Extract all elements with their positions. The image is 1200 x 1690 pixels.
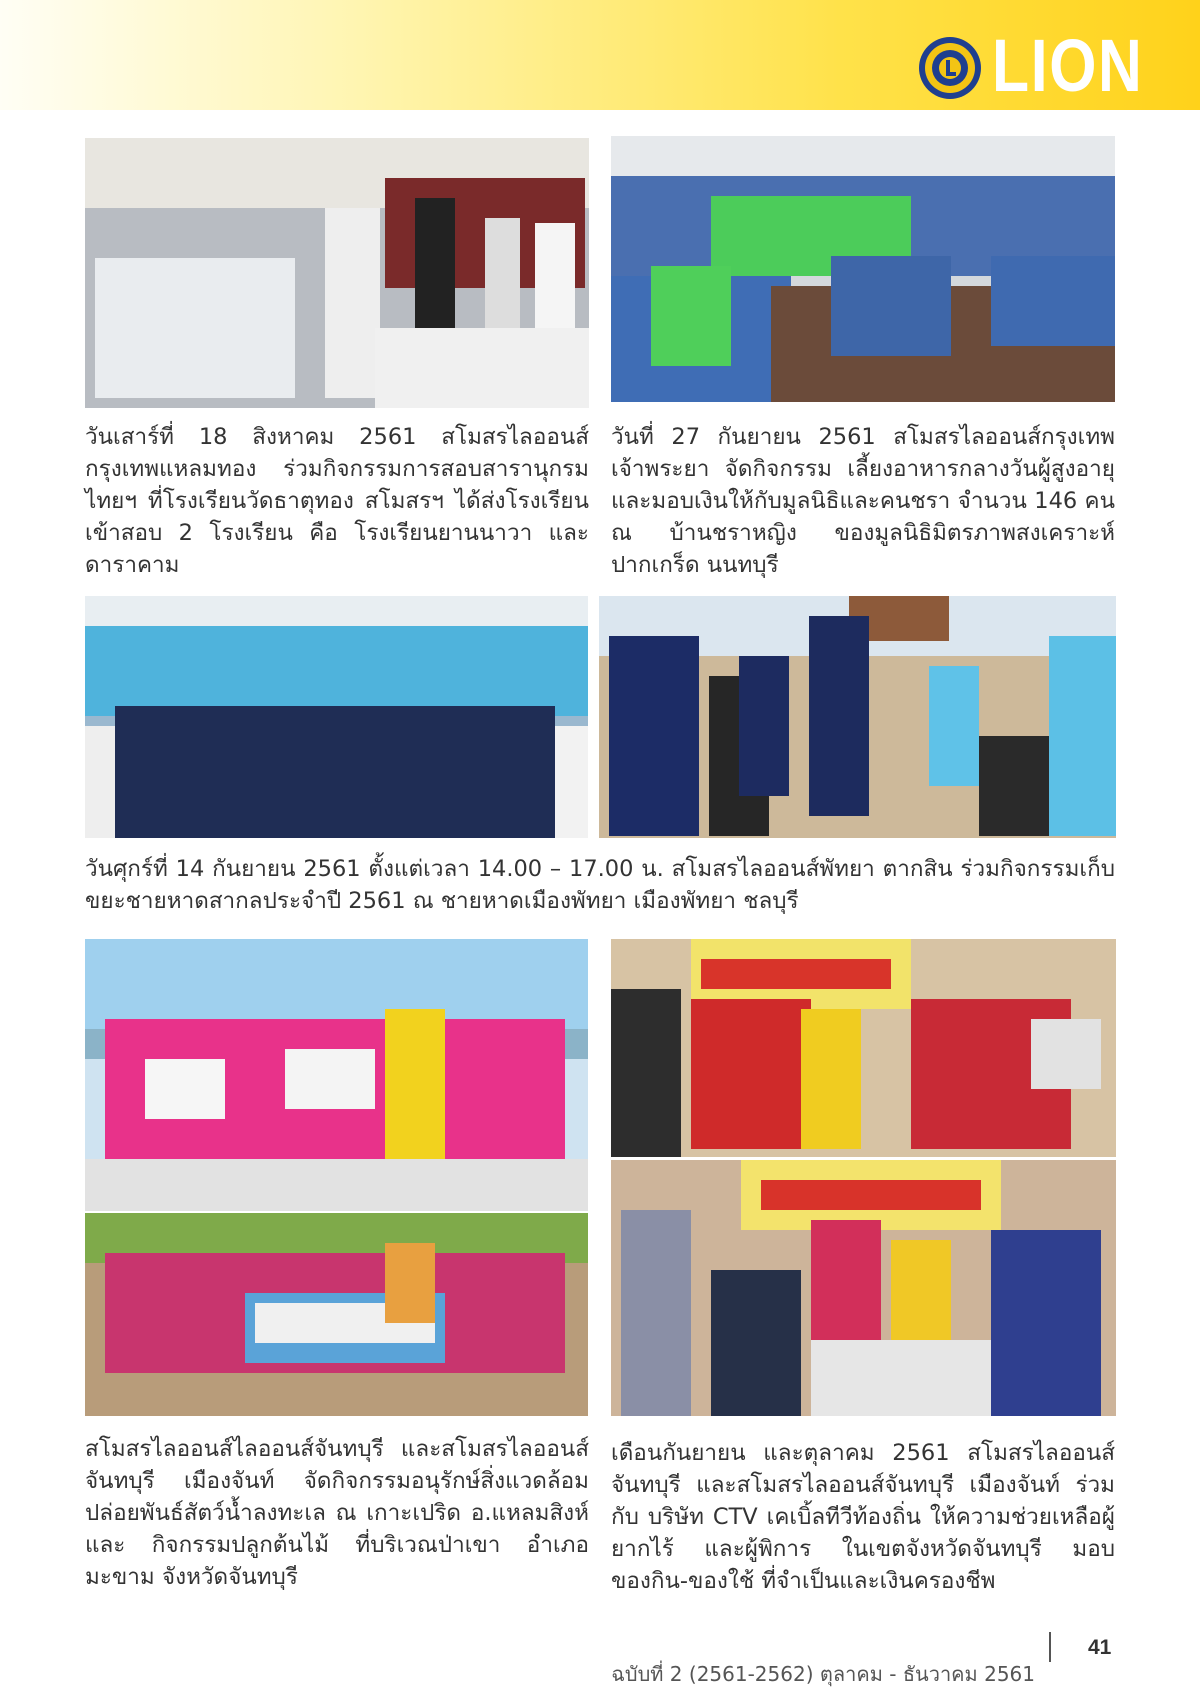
footer-divider — [1049, 1632, 1051, 1662]
page-number: 41 — [1088, 1636, 1112, 1659]
photo-fish-release — [85, 939, 588, 1211]
issue-info: ฉบับที่ 2 (2561-2562) ตุลาคม - ธันวาคม 2561 — [611, 1662, 1035, 1686]
photo-tree-planting — [85, 1213, 588, 1416]
photo-elderly-lunch — [611, 136, 1115, 402]
photo-donation-1 — [611, 939, 1116, 1157]
caption-school-exam: วันเสาร์ที่ 18 สิงหาคม 2561 สโมสรไลออนส์กรุงเทพแหลมทอง ร่วมกิจกรรมการสอบสารานุกรมไทยฯ ที่โรงเรียนวัดธาตุทอง สโมสรฯ ได้ส่งโรงเรียนเข้าสอบ 2 โรงเรียน คือ โรงเรียนยานนาวา และดาราคาม — [85, 424, 589, 578]
photo-donation-2 — [611, 1160, 1116, 1416]
brand-logo-text: LION — [992, 24, 1144, 107]
photo-beach-cleanup — [599, 596, 1116, 838]
caption-environment: สโมสรไลออนส์ไลออนส์จันทบุรี และสโมสรไลออนส์จันทบุรี เมืองจันท์ จัดกิจกรรมอนุรักษ์สิ่งแวดล้อม ปล่อยพันธ์สัตว์น้ำลงทะเล ณ เกาะเปริด อ.แหลมสิงห์ และ กิจกรรมปลูกต้นไม้ ที่บริเวณป่าเขา อำเภอมะขาม จังหวัดจันทบุรี — [85, 1436, 589, 1590]
page-header — [0, 0, 1200, 110]
photo-beach-group — [85, 596, 588, 838]
caption-elderly-lunch: วันที่ 27 กันยายน 2561 สโมสรไลออนส์กรุงเทพเจ้าพระยา จัดกิจกรรม เลี้ยงอาหารกลางวันผู้สูงอายุและมอบเงินให้กับมูลนิธิและคนชรา จำนวน 146 คน ณ บ้านชราหญิง ของมูลนิธิมิตรภาพสงเคราะห์ ปากเกร็ด นนทบุรี — [611, 424, 1115, 578]
caption-donation: เดือนกันยายน และตุลาคม 2561 สโมสรไลออนส์จันทบุรี และสโมสรไลออนส์จันทบุรี เมืองจันท์ ร่วมกับ บริษัท CTV เคเบิ้ลทีวีท้องถิ่น ให้ความช่วยเหลือผู้ยากไร้ และผู้พิการ ในเขตจังหวัดจันทบุรี มอบของกิน-ของใช้ ที่จำเป็นและเงินครองชีพ — [611, 1440, 1115, 1594]
lions-international-emblem-icon — [918, 36, 982, 100]
photo-school-exam — [85, 138, 589, 408]
caption-beach-cleanup: วันศุกร์ที่ 14 กันยายน 2561 ตั้งแต่เวลา 14.00 – 17.00 น. สโมสรไลออนส์พัทยา ตากสิน ร่วมกิจกรรมเก็บขยะชายหาดสากลประจำปี 2561 ณ ชายหาดเมืองพัทยา เมืองพัทยา ชลบุรี — [85, 856, 1115, 914]
